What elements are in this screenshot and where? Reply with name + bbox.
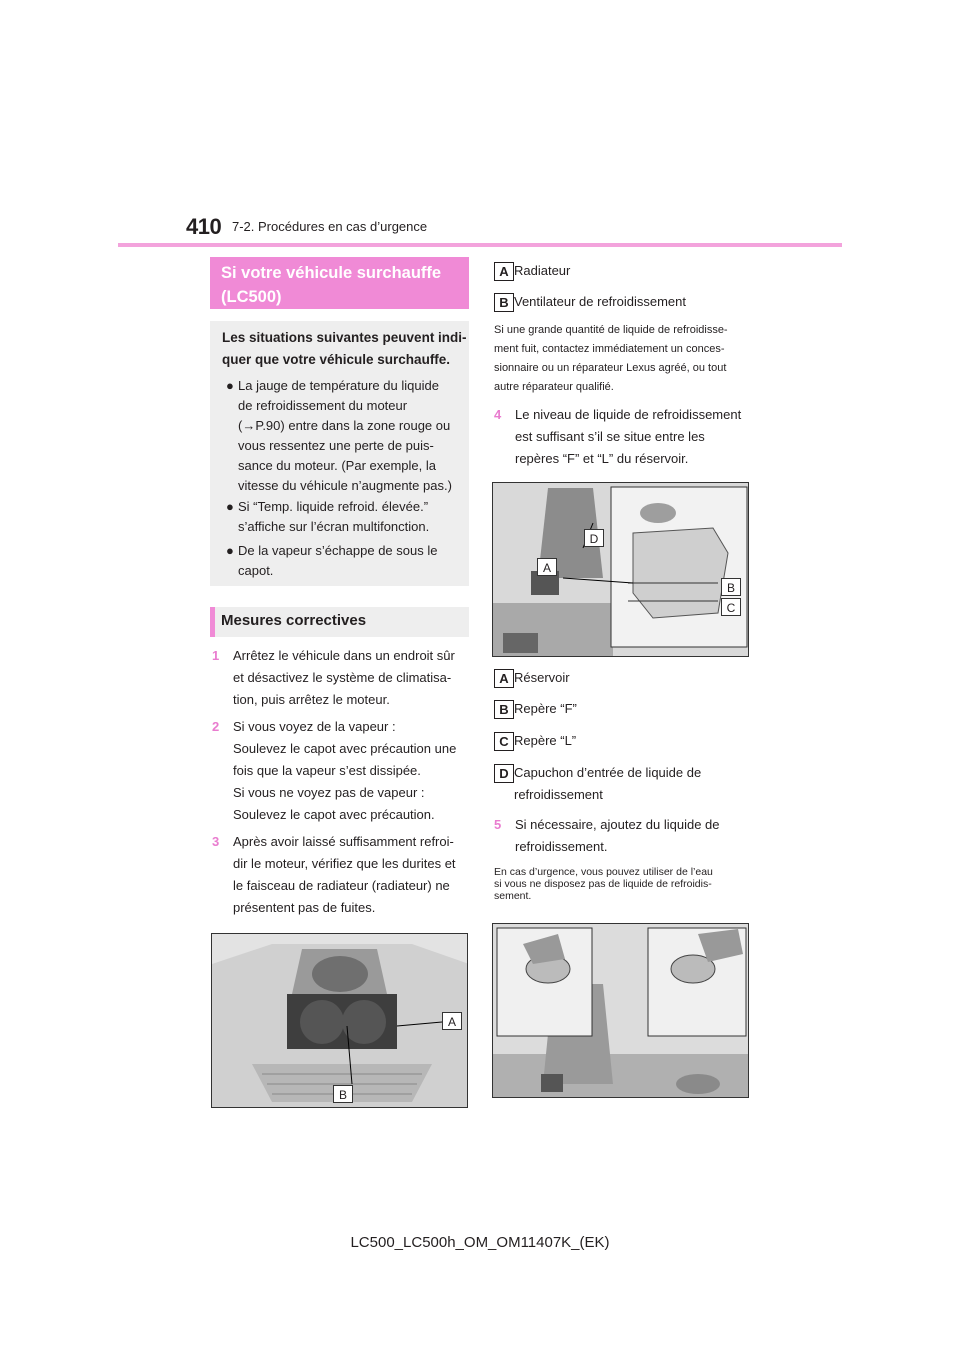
step-line: Soulevez le capot avec précaution une	[233, 741, 457, 756]
step-3	[212, 831, 457, 919]
step-number: 1	[212, 648, 220, 663]
symptom-line: vous ressentez une perte de puis-	[238, 438, 434, 453]
leak-note	[494, 321, 754, 397]
legend-text: Repère “F”	[514, 701, 577, 716]
legend-text: Réservoir	[514, 670, 570, 685]
bullet-icon: ●	[226, 378, 234, 393]
legend-text: Ventilateur de refroidissement	[514, 294, 686, 309]
step-line: le faisceau de radiateur (radiateur) ne	[233, 878, 450, 893]
water-note	[494, 866, 754, 902]
symptom-line: De la vapeur s’échappe de sous le	[238, 543, 438, 558]
symptom-line: capot.	[238, 563, 274, 578]
overheat-heading-line2: (LC500)	[221, 288, 282, 306]
step-2	[212, 716, 457, 826]
step-1	[212, 645, 457, 711]
step-line: refroidissement.	[515, 839, 608, 854]
figure-label-a: A	[442, 1012, 462, 1030]
note-line: Si une grande quantité de liquide de refroidisse-	[494, 324, 728, 336]
figure-label-d: D	[584, 529, 604, 547]
step-line: Après avoir laissé suffisamment refroi-	[233, 834, 454, 849]
refill-illustration	[493, 924, 749, 1098]
step-line: Arrêtez le véhicule dans un endroit sûr	[233, 648, 455, 663]
legend-line: Capuchon d’entrée de liquide de	[514, 765, 702, 780]
page-number: 410	[186, 214, 222, 239]
bullet-icon: ●	[226, 543, 234, 558]
note-line: sionnaire ou un réparateur Lexus agréé, ou tout	[494, 362, 727, 374]
reservoir-figure	[492, 482, 749, 657]
step-line: repères “F” et “L” du réservoir.	[515, 451, 689, 466]
step-number: 5	[494, 817, 502, 832]
legend-line: refroidissement	[514, 787, 603, 802]
step-line: Le niveau de liquide de refroidissement	[515, 407, 742, 422]
figure-label-b: B	[721, 578, 741, 596]
step-line: Si nécessaire, ajoutez du liquide de	[515, 817, 720, 832]
step-number: 4	[494, 407, 502, 422]
symptom-line: sance du moteur. (Par exemple, la	[238, 458, 436, 473]
overheat-heading	[221, 261, 441, 309]
step-line: présentent pas de fuites.	[233, 900, 376, 915]
note-line: En cas d’urgence, vous pouvez utiliser de l’eau	[494, 866, 713, 878]
symptom-line: de refroidissement du moteur	[238, 398, 408, 413]
footer-code: LC500_LC500h_OM_OM11407K_(EK)	[350, 1234, 610, 1251]
note-line: autre réparateur qualifié.	[494, 381, 614, 393]
symptom-item	[226, 376, 461, 496]
refill-figure	[492, 923, 749, 1098]
corrective-heading: Mesures correctives	[221, 612, 367, 629]
symptom-item	[226, 497, 461, 537]
bullet-icon: ●	[226, 499, 234, 514]
step-line: Soulevez le capot avec précaution.	[233, 807, 435, 822]
symptom-line: La jauge de température du liquide	[238, 378, 439, 393]
legend-key: B	[494, 700, 514, 719]
note-line: sement.	[494, 890, 532, 902]
step-line: est suffisant s’il se situe entre les	[515, 429, 705, 444]
symptom-line: s’affiche sur l’écran multifonction.	[238, 519, 430, 534]
section-title: 7-2. Procédures en cas d’urgence	[232, 219, 428, 234]
symptom-line: (→P.90) entre dans la zone rouge ou	[238, 418, 451, 433]
step-line: Si vous ne voyez pas de vapeur :	[233, 785, 425, 800]
header-rule	[118, 243, 842, 247]
symptoms-intro-line1: Les situations suivantes peuvent indi-	[222, 330, 467, 345]
legend-key: C	[494, 732, 514, 751]
figure-label-a: A	[537, 558, 557, 576]
step-number: 3	[212, 834, 220, 849]
step-line: et désactivez le système de climatisa-	[233, 670, 452, 685]
legend-text: Radiateur	[514, 263, 571, 278]
symptoms-intro-line2: quer que votre véhicule surchauffe.	[222, 352, 451, 367]
radiator-figure	[211, 933, 468, 1108]
step-line: tion, puis arrêtez le moteur.	[233, 692, 390, 707]
legend-text: Repère “L”	[514, 733, 577, 748]
symptom-item	[226, 541, 461, 581]
step-number: 2	[212, 719, 220, 734]
legend-key: A	[494, 669, 514, 688]
step-line: Si vous voyez de la vapeur :	[233, 719, 396, 734]
legend-text	[514, 763, 701, 805]
note-line: si vous ne disposez pas de liquide de refroidis-	[494, 878, 712, 890]
note-line: ment fuit, contactez immédiatement un conces-	[494, 343, 725, 355]
legend-key: A	[494, 262, 514, 281]
symptom-line: Si “Temp. liquide refroid. élevée.”	[238, 499, 429, 514]
figure-label-b: B	[333, 1085, 353, 1103]
symptom-line: vitesse du véhicule n’augmente pas.)	[238, 478, 452, 493]
reservoir-illustration	[493, 483, 749, 657]
engine-bay-illustration	[212, 934, 468, 1108]
figure-label-c: C	[721, 598, 741, 616]
step-line: fois que la vapeur s’est dissipée.	[233, 763, 421, 778]
legend-key: B	[494, 293, 514, 312]
step-5	[494, 814, 754, 858]
step-line: dir le moteur, vérifiez que les durites et	[233, 856, 456, 871]
step-4	[494, 404, 754, 470]
legend-key: D	[494, 764, 514, 783]
overheat-heading-line1: Si votre véhicule surchauffe	[221, 264, 442, 282]
